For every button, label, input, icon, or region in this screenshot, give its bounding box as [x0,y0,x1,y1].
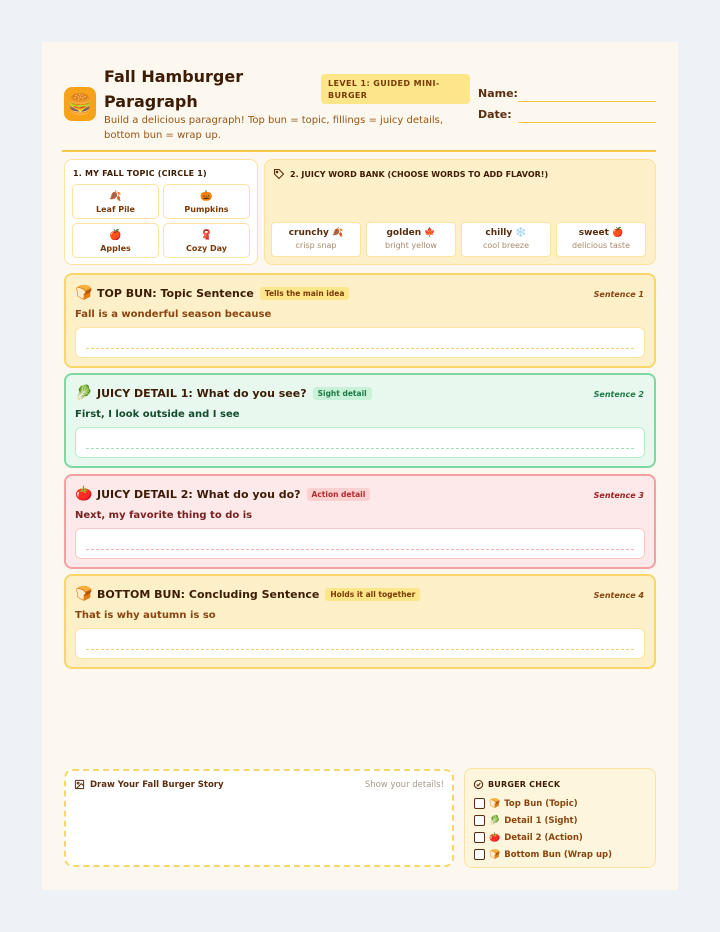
date-line[interactable] [518,122,656,123]
sentence-number: Sentence 2 [593,390,644,399]
check-heading: BURGER CHECK [488,780,561,789]
bread-icon: 🍞 [489,798,501,809]
name-label: Name: [478,87,518,100]
leaf-icon: 🍂 [109,191,122,202]
section-bottom-bun [64,574,656,669]
tomato-icon: 🍅 [489,832,501,843]
word-card[interactable] [461,222,551,257]
section-pill: Tells the main idea [260,287,350,300]
word-card[interactable] [556,222,646,257]
checkbox[interactable] [474,832,485,843]
section-pill: Sight detail [313,387,372,400]
word-bank-header [273,168,548,180]
draw-header [74,779,224,790]
check-item[interactable] [474,795,612,812]
check-list [474,795,612,863]
topic-option-label: Leaf Pile [96,205,135,214]
topic-option-leaf-pile[interactable] [72,184,159,219]
topic-option-apples[interactable] [72,223,159,258]
section-title: JUICY DETAIL 2: What do you do? Action detail [97,488,370,501]
section-top-bun [64,273,656,368]
section-detail-2 [64,474,656,569]
sentence-number: Sentence 1 [593,290,644,299]
page-title: Fall Hamburger Paragraph [104,67,244,111]
word-text: chilly ❄️ [485,228,527,238]
section-pill: Holds it all together [325,588,420,601]
word-desc: cool breeze [482,241,530,250]
check-label: Detail 2 (Action) [504,832,583,843]
word-bank-heading: 2. JUICY WORD BANK (CHOOSE WORDS TO ADD FLAVOR!) [290,169,549,179]
word-desc: delicious taste [571,241,630,250]
check-item[interactable] [474,846,612,863]
writing-area[interactable] [75,427,645,458]
topic-grid [72,184,250,258]
burger-check-box [464,768,656,868]
writing-area[interactable] [75,327,645,358]
draw-hint: Show your details! [364,780,444,790]
sentence-number: Sentence 4 [593,591,644,600]
section-pill: Action detail [307,488,371,501]
topic-heading: 1. MY FALL TOPIC (CIRCLE 1) [73,169,207,178]
topic-option-cozy-day[interactable] [163,223,250,258]
lettuce-icon: 🥬 [489,815,501,826]
draw-heading: Draw Your Fall Burger Story [90,779,224,790]
topic-option-pumpkins[interactable] [163,184,250,219]
level-badge: LEVEL 1: GUIDED MINI-BURGER [321,74,470,104]
checkbox[interactable] [474,798,485,809]
worksheet [42,42,678,890]
lettuce-icon: 🥬 [75,385,93,401]
pumpkin-icon: 🎃 [200,191,213,202]
sentence-starter: Fall is a wonderful season because [75,309,272,320]
section-detail-1 [64,373,656,468]
sentence-number: Sentence 3 [593,491,644,500]
tag-icon [273,168,285,180]
checkbox[interactable] [474,849,485,860]
word-card[interactable] [366,222,456,257]
check-header [473,779,560,790]
bread-icon: 🍞 [75,586,93,602]
word-desc: crisp snap [295,241,337,250]
sentence-starter: First, I look outside and I see [75,409,240,420]
bread-icon: 🍞 [489,849,501,860]
word-text: sweet 🍎 [578,228,624,238]
sentence-starter: Next, my favorite thing to do is [75,510,253,521]
scarf-icon: 🧣 [200,230,213,241]
section-title: BOTTOM BUN: Concluding Sentence Holds it all together [97,588,420,601]
word-text: golden 🍁 [386,228,436,238]
section-title: JUICY DETAIL 1: What do you see? Sight detail [97,387,372,400]
check-item[interactable] [474,829,612,846]
word-bank-box [264,159,656,265]
image-icon [74,779,85,790]
tomato-icon: 🍅 [75,486,93,502]
check-label: Top Bun (Topic) [504,798,578,809]
burger-logo-icon: 🍔 [64,87,96,121]
apple-icon: 🍎 [109,230,122,241]
topic-box [64,159,258,265]
writing-area[interactable] [75,528,645,559]
bread-icon: 🍞 [75,285,93,301]
word-bank-list [271,222,646,257]
check-item[interactable] [474,812,612,829]
sentence-starter: That is why autumn is so [75,610,216,621]
word-text: crunchy 🍂 [288,228,344,238]
topic-option-label: Apples [100,244,131,253]
word-desc: bright yellow [385,241,437,250]
check-label: Bottom Bun (Wrap up) [504,849,612,860]
writing-area[interactable] [75,628,645,659]
name-line[interactable] [518,101,656,102]
topic-option-label: Pumpkins [184,205,229,214]
date-label: Date: [478,108,512,121]
page-subtitle: Build a delicious paragraph! Top bun = topic, fillings = juicy details, bottom bun = wrap up. [104,115,444,141]
drawing-area[interactable] [64,769,454,867]
word-card[interactable] [271,222,361,257]
checkbox[interactable] [474,815,485,826]
header-divider [62,150,656,152]
check-circle-icon [473,779,484,790]
topic-option-label: Cozy Day [185,244,228,253]
section-title: TOP BUN: Topic Sentence Tells the main idea [97,287,349,300]
check-label: Detail 1 (Sight) [504,815,578,826]
